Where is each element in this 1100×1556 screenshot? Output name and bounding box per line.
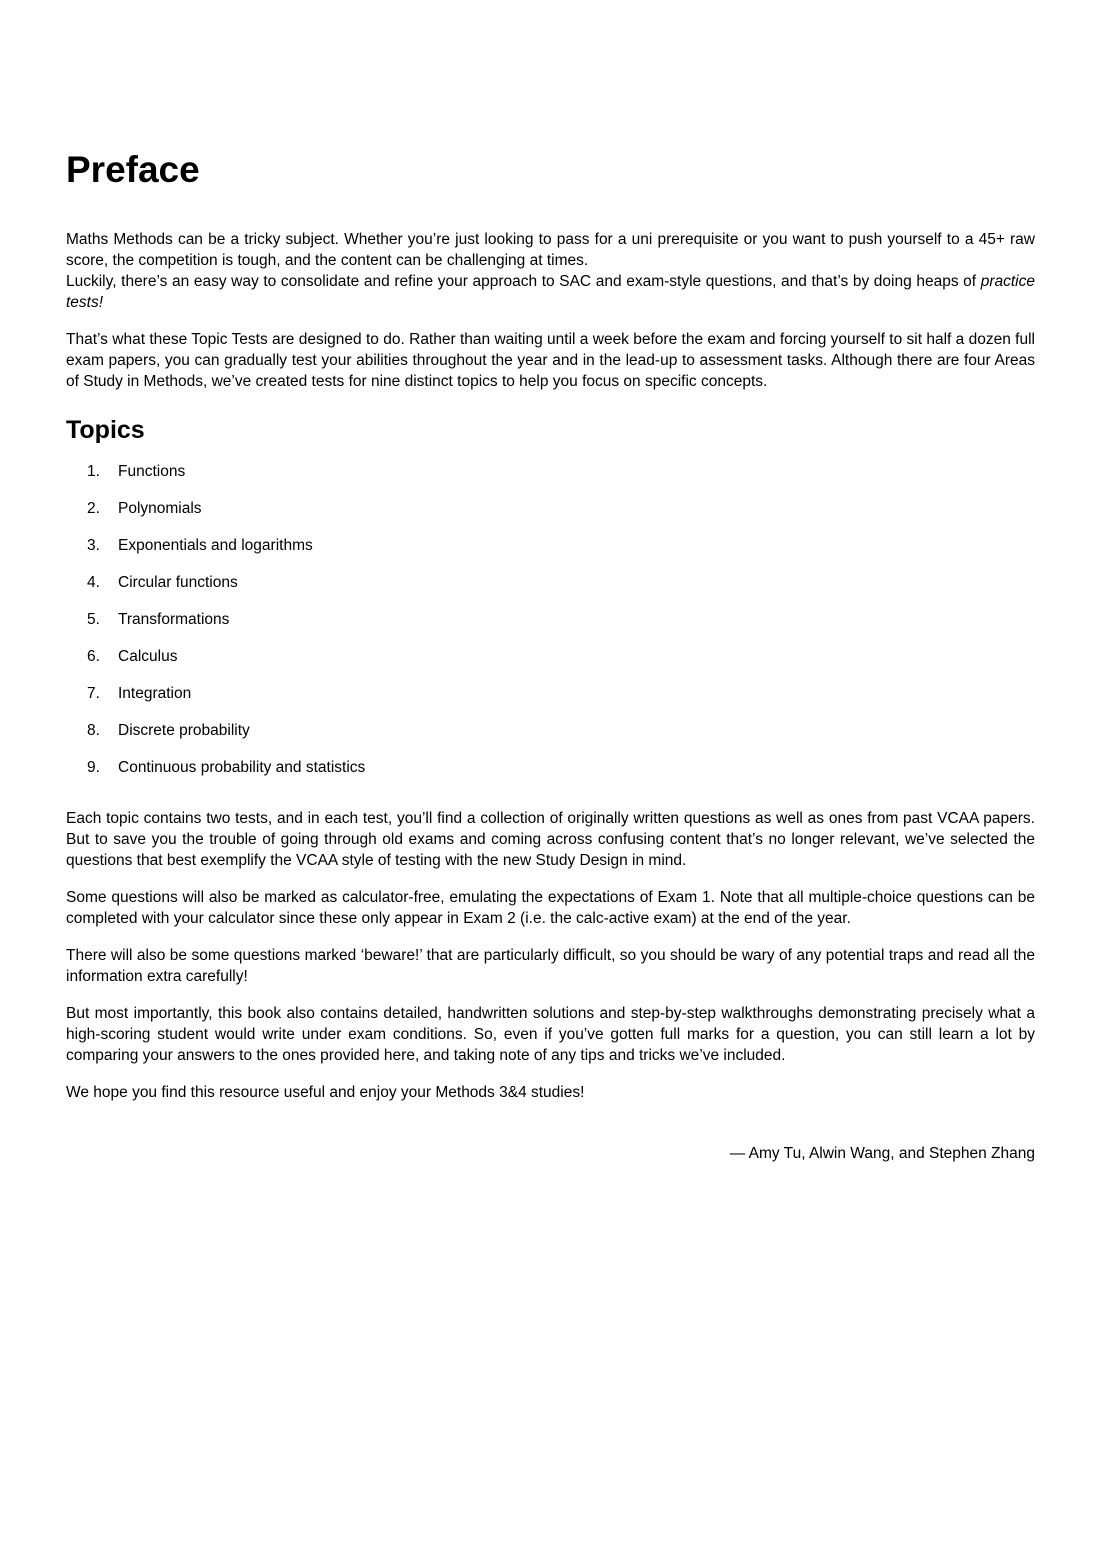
topic-label: Calculus [118, 648, 178, 666]
topic-item-exponentials-logarithms [87, 535, 1035, 556]
practice-tests-emphasis: practice tests! [66, 272, 1035, 311]
topics-list [66, 461, 1035, 778]
topic-number: 2. [87, 500, 100, 518]
topic-item-functions [87, 461, 1035, 482]
intro-paragraph [66, 229, 1035, 313]
topic-item-polynomials [87, 498, 1035, 519]
intro-line-2-text: Luckily, there’s an easy way to consolidate and refine your approach to SAC and exam-style questions, and that’s by doing heaps of [66, 272, 981, 290]
topic-number: 8. [87, 722, 100, 740]
topic-number: 4. [87, 574, 100, 592]
topic-number: 7. [87, 685, 100, 703]
topic-label: Transformations [118, 611, 230, 629]
calculator-paragraph: Some questions will also be marked as calculator-free, emulating the expectations of Exam 1. Note that all multiple-choice questions can be completed with your calculator since these only appear in Exam 2 (i.e. the calc-active exam) at the end of the year. [66, 889, 1035, 928]
page-title: Preface [66, 149, 200, 190]
intro-line-1: Maths Methods can be a tricky subject. Whether you’re just looking to pass for a uni prerequisite or you want to push yourself to a 45+ raw score, the competition is tough, and the content can be challenging at times. [66, 230, 1035, 269]
topic-item-integration [87, 683, 1035, 704]
closing-paragraph: We hope you find this resource useful and enjoy your Methods 3&4 studies! [66, 1084, 585, 1102]
topics-heading: Topics [66, 415, 145, 444]
topic-item-circular-functions [87, 572, 1035, 593]
authors-signoff: — Amy Tu, Alwin Wang, and Stephen Zhang [729, 1145, 1035, 1163]
topic-number: 3. [87, 537, 100, 555]
topic-number: 1. [87, 463, 100, 481]
topic-item-transformations [87, 609, 1035, 630]
beware-paragraph: There will also be some questions marked ‘beware!’ that are particularly difficult, so you should be wary of any potential traps and read all the information extra carefully! [66, 947, 1035, 986]
topic-tests-paragraph: That’s what these Topic Tests are designed to do. Rather than waiting until a week before the exam and forcing yourself to sit half a dozen full exam papers, you can gradually test your abilities throughout the year and in the lead-up to assessment tasks. Although there are four Areas of Study in Methods, we’ve created tests for nine distinct topics to help you focus on specific concepts. [66, 330, 1035, 390]
topic-item-calculus [87, 646, 1035, 667]
intro-line-2 [66, 271, 1035, 313]
topic-label: Circular functions [118, 574, 238, 592]
topic-label: Functions [118, 463, 186, 481]
topic-number: 9. [87, 759, 100, 777]
topic-label: Continuous probability and statistics [118, 759, 366, 777]
topic-number: 6. [87, 648, 100, 666]
each-topic-paragraph: Each topic contains two tests, and in each test, you’ll find a collection of originally written questions as well as ones from past VCAA papers. But to save you the trouble of going through old exams and coming across confusing content that’s no longer relevant, we’ve selected the questions that best exemplify the VCAA style of testing with the new Study Design in mind. [66, 810, 1035, 870]
topic-item-continuous-probability-statistics [87, 757, 1035, 778]
topic-label: Discrete probability [118, 722, 250, 740]
topic-label: Exponentials and logarithms [118, 537, 313, 555]
topic-number: 5. [87, 611, 100, 629]
topic-item-discrete-probability [87, 720, 1035, 741]
solutions-paragraph: But most importantly, this book also contains detailed, handwritten solutions and step-by-step walkthroughs demonstrating precisely what a high-scoring student would write under exam conditions. So, even if you’ve gotten full marks for a question, you can still learn a lot by comparing your answers to the ones provided here, and taking note of any tips and tricks we’ve included. [66, 1005, 1035, 1065]
topic-label: Integration [118, 685, 192, 703]
topic-label: Polynomials [118, 500, 202, 518]
